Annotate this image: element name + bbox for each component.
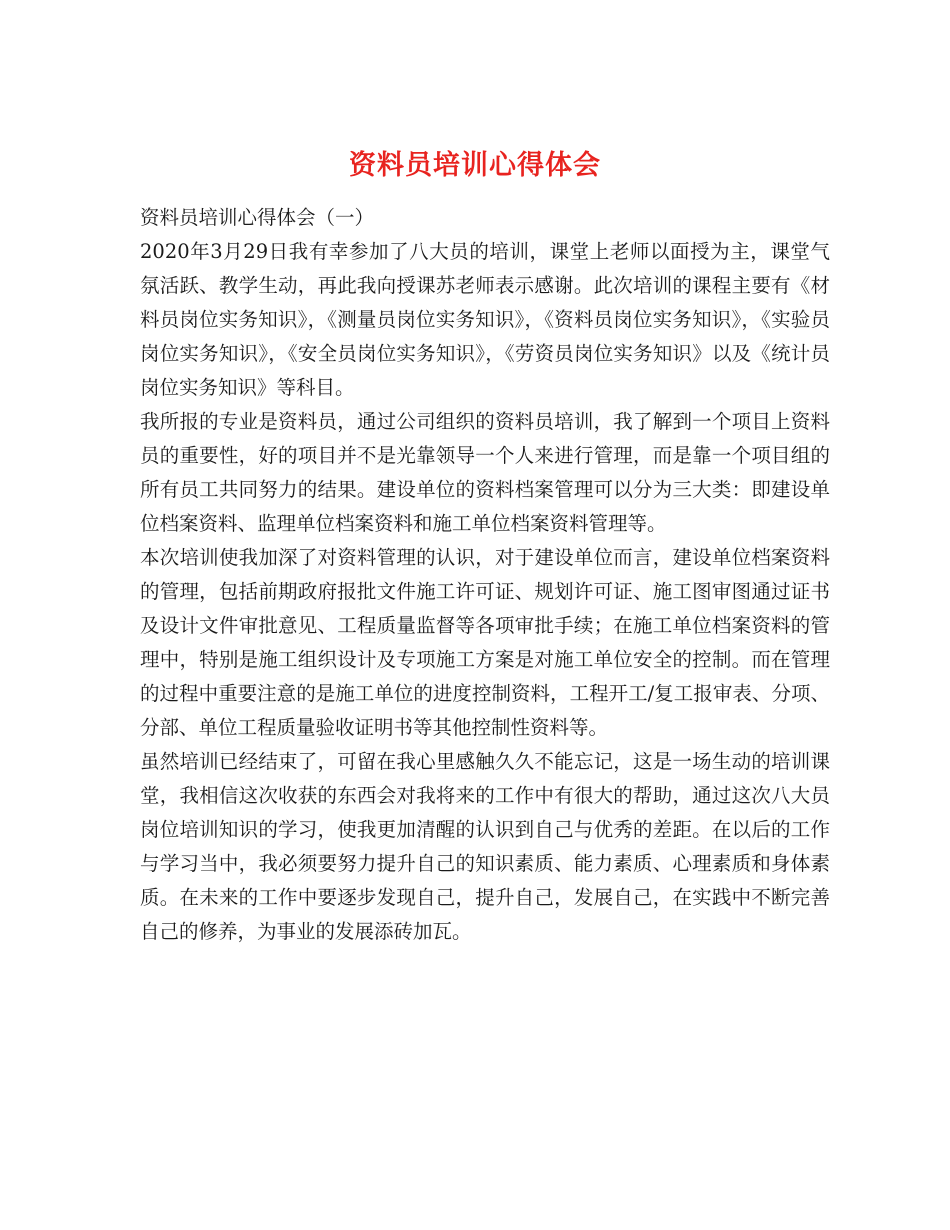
paragraph-training-intro: 2020年3月29日我有幸参加了八大员的培训，课堂上老师以面授为主，课堂气氛活跃、教学生动，再此我向授课苏老师表示感谢。此次培训的课程主要有《材料员岗位实务知识》，《测量员岗位实务知识》，《资料员岗位实务知识》，《实验员岗位实务知识》，《安全员岗位实务知识》，《劳资员岗位实务知识》以及《统计员岗位实务知识》等科目。 <box>140 240 830 399</box>
paragraph-conclusion: 虽然培训已经结束了，可留在我心里感触久久不能忘记，这是一场生动的培训课堂，我相信这次收获的东西会对我将来的工作中有很大的帮助，通过这次八大员岗位培训知识的学习，使我更加清醒的认识到自己与优秀的差距。在以后的工作与学习当中，我必须要努力提升自己的知识素质、能力素质、心理素质和身体素质。在未来的工作中要逐步发现自己，提升自己，发展自己，在实践中不断完善自己的修养，为事业的发展添砖加瓦。 <box>140 750 830 943</box>
document-title: 资料员培训心得体会 <box>349 150 601 182</box>
section-heading: 资料员培训心得体会（一） <box>140 206 375 229</box>
paragraph-specialty: 我所报的专业是资料员，通过公司组织的资料员培训，我了解到一个项目上资料员的重要性，好的项目并不是光靠领导一个人来进行管理，而是靠一个项目组的所有员工共同努力的结果。建设单位的资料档案管理可以分为三大类：即建设单位档案资料、监理单位档案资料和施工单位档案资料管理等。 <box>140 410 830 535</box>
paragraph-understanding: 本次培训使我加深了对资料管理的认识，对于建设单位而言，建设单位档案资料的管理，包括前期政府报批文件施工许可证、规划许可证、施工图审图通过证书及设计文件审批意见、工程质量监督等各项审批手续；在施工单位档案资料的管理中，特别是施工组织设计及专项施工方案是对施工单位安全的控制。而在管理的过程中重要注意的是施工单位的进度控制资料，工程开工/复工报审表、分项、分部、单位工程质量验收证明书等其他控制性资料等。 <box>140 546 830 739</box>
document-body <box>140 201 830 949</box>
